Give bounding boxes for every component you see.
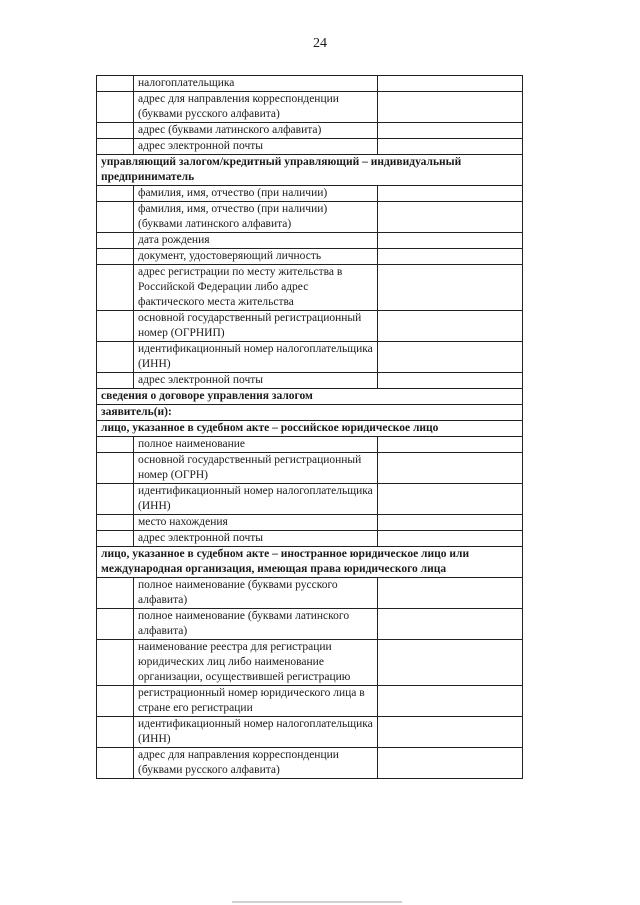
section-heading: сведения о договоре управления залогом <box>97 389 523 405</box>
field-value-cell[interactable] <box>378 531 523 547</box>
indent-cell <box>97 311 134 342</box>
field-label: адрес электронной почты <box>134 373 378 389</box>
field-value-cell[interactable] <box>378 265 523 311</box>
section-heading: лицо, указанное в судебном акте – иностранное юридическое лицо или международная организация, имеющая права юридического лица <box>97 547 523 578</box>
field-value-cell[interactable] <box>378 453 523 484</box>
indent-cell <box>97 686 134 717</box>
field-row <box>97 342 523 373</box>
indent-cell <box>97 717 134 748</box>
indent-cell <box>97 640 134 686</box>
field-label: основной государственный регистрационный номер (ОГРН) <box>134 453 378 484</box>
field-label: место нахождения <box>134 515 378 531</box>
indent-cell <box>97 123 134 139</box>
indent-cell <box>97 515 134 531</box>
field-row <box>97 373 523 389</box>
field-value-cell[interactable] <box>378 373 523 389</box>
indent-cell <box>97 342 134 373</box>
field-value-cell[interactable] <box>378 139 523 155</box>
indent-cell <box>97 202 134 233</box>
field-row <box>97 531 523 547</box>
field-value-cell[interactable] <box>378 437 523 453</box>
field-row <box>97 249 523 265</box>
section-row <box>97 389 523 405</box>
field-row <box>97 640 523 686</box>
indent-cell <box>97 76 134 92</box>
field-value-cell[interactable] <box>378 123 523 139</box>
field-row <box>97 578 523 609</box>
field-label: фамилия, имя, отчество (при наличии) <box>134 186 378 202</box>
field-value-cell[interactable] <box>378 717 523 748</box>
field-label: идентификационный номер налогоплательщика (ИНН) <box>134 717 378 748</box>
field-label: адрес для направления корреспонденции (буквами русского алфавита) <box>134 748 378 779</box>
field-label: идентификационный номер налогоплательщика (ИНН) <box>134 342 378 373</box>
section-row <box>97 547 523 578</box>
field-row <box>97 92 523 123</box>
field-row <box>97 233 523 249</box>
indent-cell <box>97 484 134 515</box>
field-row <box>97 139 523 155</box>
section-heading: управляющий залогом/кредитный управляющий – индивидуальный предприниматель <box>97 155 523 186</box>
field-row <box>97 453 523 484</box>
field-row <box>97 186 523 202</box>
field-row <box>97 686 523 717</box>
section-row <box>97 155 523 186</box>
field-label: документ, удостоверяющий личность <box>134 249 378 265</box>
indent-cell <box>97 437 134 453</box>
field-value-cell[interactable] <box>378 92 523 123</box>
field-value-cell[interactable] <box>378 640 523 686</box>
field-value-cell[interactable] <box>378 311 523 342</box>
section-row <box>97 405 523 421</box>
field-value-cell[interactable] <box>378 578 523 609</box>
field-row <box>97 748 523 779</box>
field-label: адрес (буквами латинского алфавита) <box>134 123 378 139</box>
section-heading: заявитель(и): <box>97 405 523 421</box>
field-value-cell[interactable] <box>378 686 523 717</box>
field-label: дата рождения <box>134 233 378 249</box>
indent-cell <box>97 453 134 484</box>
scan-edge-mark <box>232 901 402 903</box>
field-value-cell[interactable] <box>378 76 523 92</box>
indent-cell <box>97 186 134 202</box>
field-row <box>97 484 523 515</box>
field-row <box>97 609 523 640</box>
field-label: наименование реестра для регистрации юридических лиц либо наименование организации, осуществившей регистрацию <box>134 640 378 686</box>
field-label: полное наименование (буквами латинского алфавита) <box>134 609 378 640</box>
indent-cell <box>97 92 134 123</box>
field-row <box>97 202 523 233</box>
form-body <box>97 76 523 779</box>
indent-cell <box>97 373 134 389</box>
field-value-cell[interactable] <box>378 515 523 531</box>
section-heading: лицо, указанное в судебном акте – российское юридическое лицо <box>97 421 523 437</box>
form-table <box>96 75 523 779</box>
field-label: налогоплательщика <box>134 76 378 92</box>
field-row <box>97 437 523 453</box>
field-value-cell[interactable] <box>378 609 523 640</box>
field-label: адрес электронной почты <box>134 139 378 155</box>
page-number: 24 <box>313 36 327 51</box>
field-value-cell[interactable] <box>378 748 523 779</box>
field-row <box>97 76 523 92</box>
field-label: полное наименование (буквами русского алфавита) <box>134 578 378 609</box>
indent-cell <box>97 139 134 155</box>
indent-cell <box>97 531 134 547</box>
field-label: основной государственный регистрационный номер (ОГРНИП) <box>134 311 378 342</box>
field-row <box>97 123 523 139</box>
indent-cell <box>97 609 134 640</box>
field-label: идентификационный номер налогоплательщика (ИНН) <box>134 484 378 515</box>
field-value-cell[interactable] <box>378 186 523 202</box>
field-value-cell[interactable] <box>378 342 523 373</box>
field-value-cell[interactable] <box>378 484 523 515</box>
indent-cell <box>97 233 134 249</box>
indent-cell <box>97 265 134 311</box>
field-label: адрес регистрации по месту жительства в Российской Федерации либо адрес фактического места жительства <box>134 265 378 311</box>
field-row <box>97 515 523 531</box>
field-label: фамилия, имя, отчество (при наличии) (буквами латинского алфавита) <box>134 202 378 233</box>
field-row <box>97 265 523 311</box>
field-row <box>97 311 523 342</box>
field-label: адрес электронной почты <box>134 531 378 547</box>
field-value-cell[interactable] <box>378 202 523 233</box>
field-value-cell[interactable] <box>378 233 523 249</box>
section-row <box>97 421 523 437</box>
indent-cell <box>97 578 134 609</box>
indent-cell <box>97 249 134 265</box>
field-value-cell[interactable] <box>378 249 523 265</box>
field-label: адрес для направления корреспонденции (буквами русского алфавита) <box>134 92 378 123</box>
field-label: регистрационный номер юридического лица в стране его регистрации <box>134 686 378 717</box>
indent-cell <box>97 748 134 779</box>
field-row <box>97 717 523 748</box>
field-label: полное наименование <box>134 437 378 453</box>
